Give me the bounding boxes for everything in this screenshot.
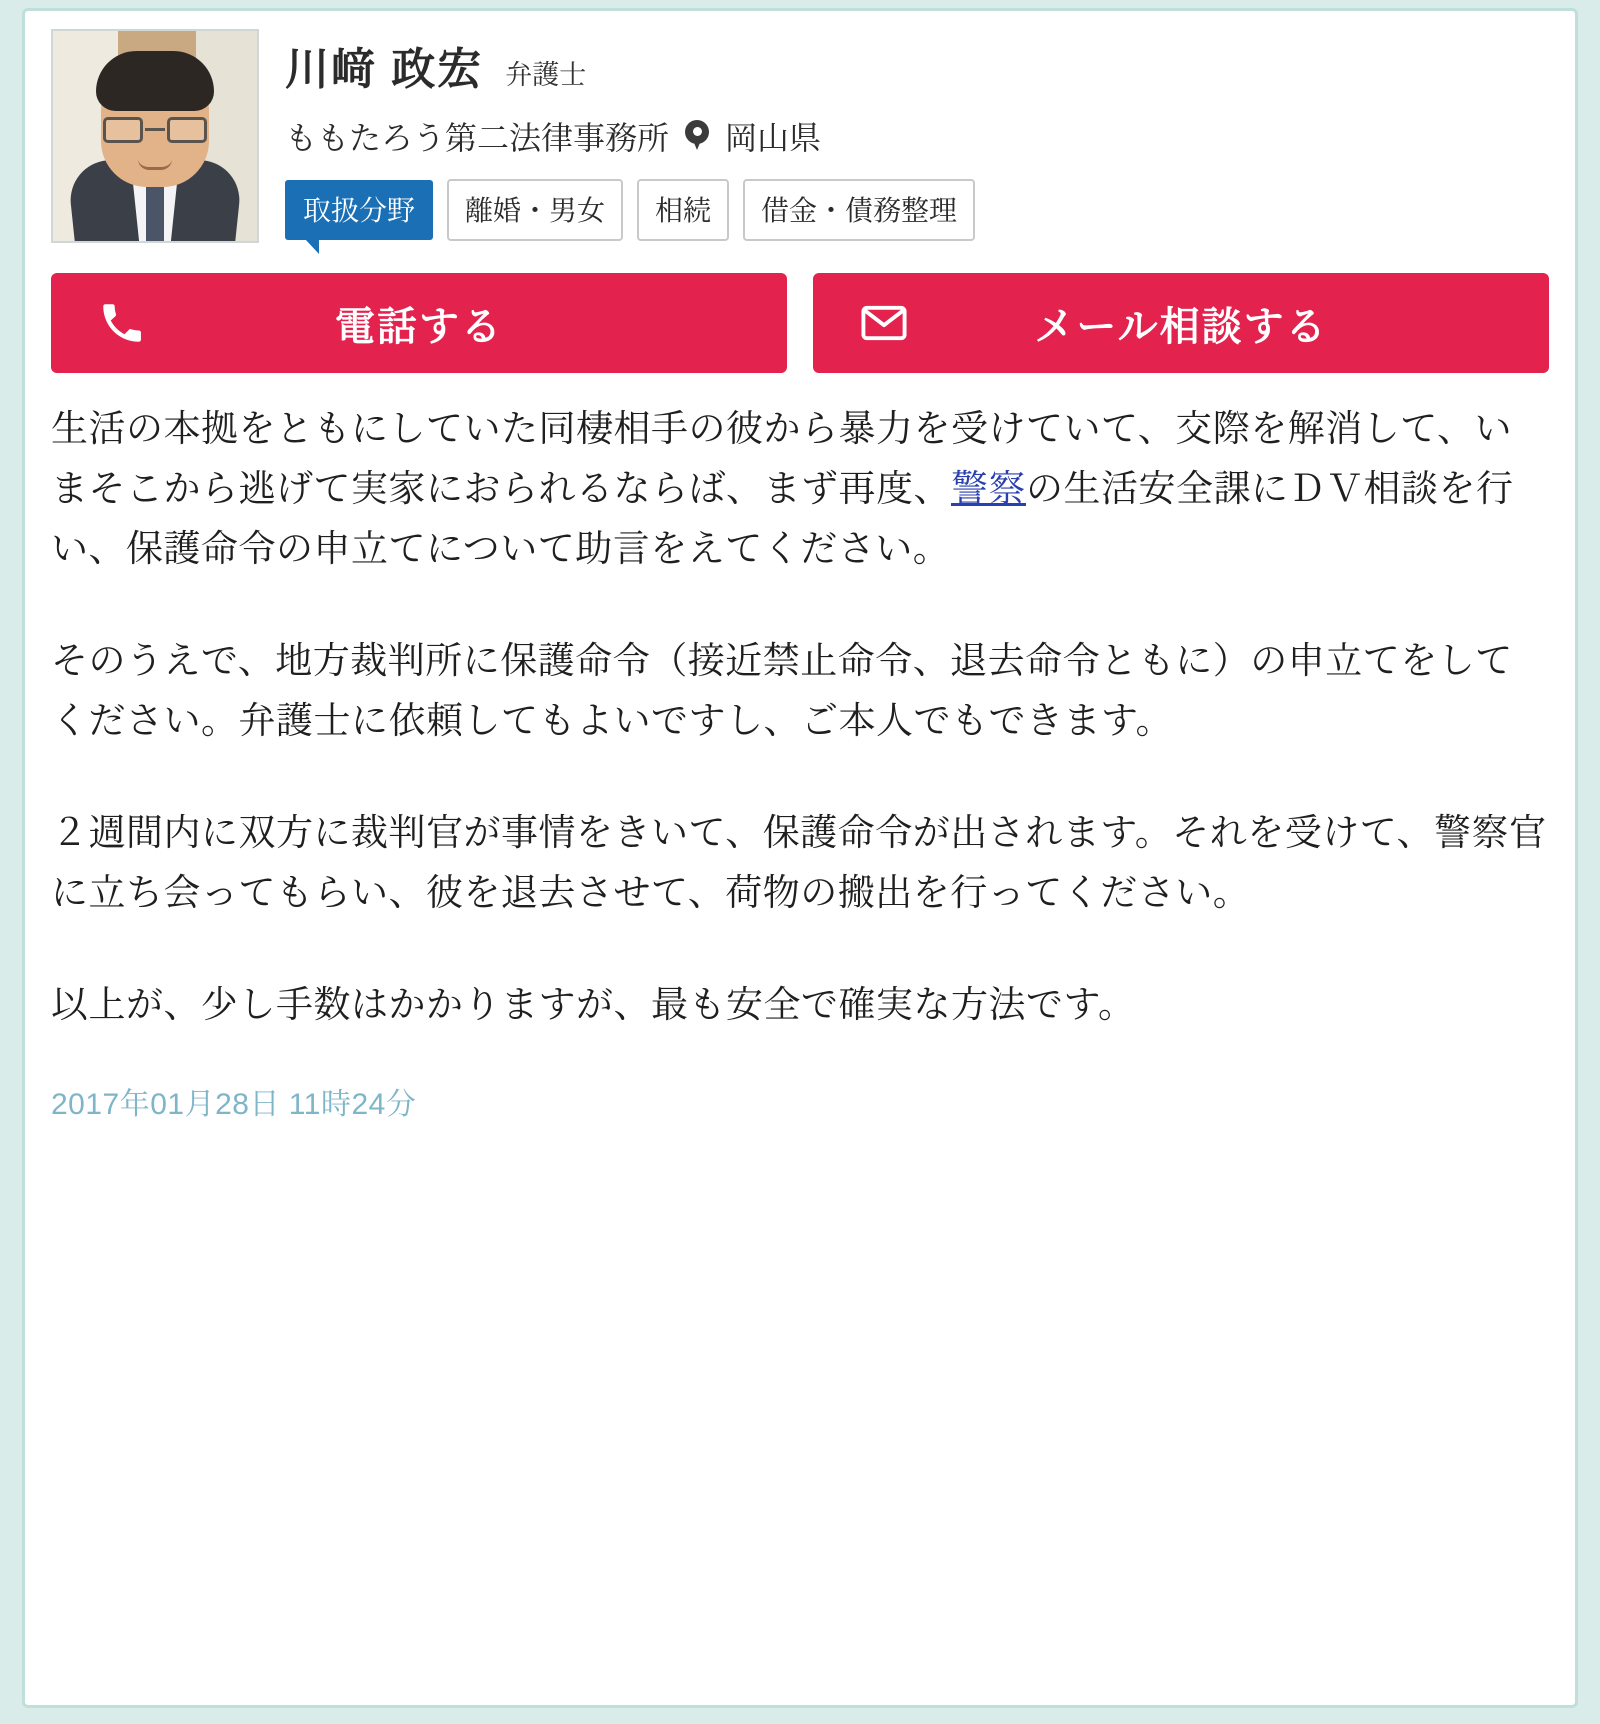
call-button[interactable] [51, 273, 787, 373]
phone-icon [95, 296, 149, 350]
lawyer-profile [51, 29, 1549, 243]
answer-card [22, 8, 1578, 1708]
lawyer-role: 弁護士 [505, 60, 587, 90]
answer-timestamp: 2017年01月28日 11時24分 [51, 1087, 417, 1121]
answer-paragraph-2: そのうえで、地方裁判所に保護命令（接近禁止命令、退去命令ともに）の申立てをしてください。弁護士に依頼してもよいですし、ご本人でもできます。 [51, 639, 1513, 741]
office-row [285, 113, 1549, 159]
paragraph-1-text-before: 生活の本拠をともにしていた同棲相手の彼から暴力を受けていて、交際を解消して、いまそこから逃げて実家におられるならば、まず再度、 [51, 408, 1513, 509]
police-link[interactable]: 警察 [951, 467, 1026, 509]
call-button-label: 電話する [335, 304, 503, 349]
practice-areas [285, 179, 1549, 241]
map-pin-icon [685, 120, 709, 152]
answer-paragraph-1 [51, 399, 1549, 579]
practice-area-tag[interactable]: 離婚・男女 [447, 179, 623, 241]
email-consult-button[interactable] [813, 273, 1549, 373]
practice-areas-label: 取扱分野 [285, 180, 433, 240]
action-buttons [51, 273, 1549, 373]
practice-area-tag[interactable]: 相続 [637, 179, 729, 241]
office-name: ももたろう第二法律事務所 [285, 120, 670, 156]
paragraph-1-text-after: の生活安全課にＤＶ相談を行い、保護命令の申立てについて助言をえてください。 [51, 467, 1514, 569]
avatar [51, 29, 259, 243]
name-row [285, 33, 1549, 97]
lawyer-name: 川﨑 政宏 [285, 45, 484, 94]
practice-area-tag[interactable]: 借金・債務整理 [743, 179, 975, 241]
region-label: 岡山県 [725, 120, 822, 156]
email-button-label: メール相談する [1034, 304, 1328, 349]
envelope-icon [857, 296, 911, 350]
answer-paragraph-3: ２週間内に双方に裁判官が事情をきいて、保護命令が出されます。それを受けて、警察官に立ち会ってもらい、彼を退去させて、荷物の搬出を行ってください。 [51, 811, 1547, 913]
answer-paragraph-4: 以上が、少し手数はかかりますが、最も安全で確実な方法です。 [51, 983, 1136, 1025]
profile-info [285, 29, 1549, 241]
answer-body [51, 399, 1549, 1129]
